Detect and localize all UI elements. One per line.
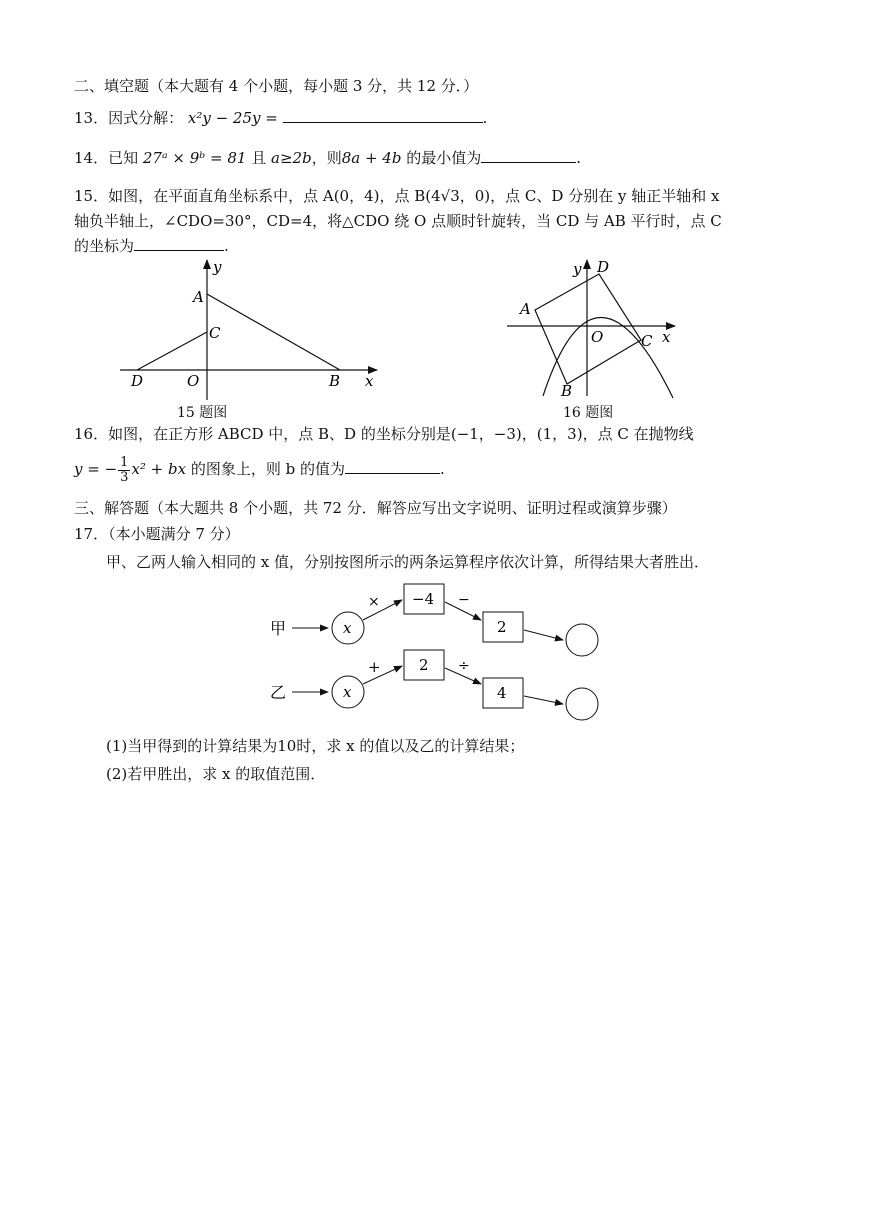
question-13 [74, 108, 487, 128]
fig15-label-d: D [131, 372, 144, 390]
fig16-label-a: A [520, 300, 531, 318]
flow-jia-input: x [343, 619, 352, 637]
flow-yi-box1-text: 2 [419, 656, 429, 674]
q13-answer-blank[interactable] [283, 108, 483, 123]
figure-15 [115, 258, 405, 408]
q13-expression: x²y − 25y = [187, 109, 278, 127]
flow-yi-label: 乙 [270, 683, 287, 702]
q14-expression2: 8a + 4b [341, 149, 402, 167]
section3-header: 三、解答题（本大题共 8 个小题，共 72 分．解答应写出文字说明、证明过程或演算步骤） [74, 499, 677, 517]
fig16-label-y: y [573, 260, 582, 278]
flow-jia-box1-text: −4 [412, 590, 435, 608]
q13-end: . [482, 109, 488, 127]
fig16-label-x: x [662, 328, 671, 346]
q14-mid: 且 [251, 149, 267, 167]
q16-suffix: 的图象上，则 b 的值为 [190, 460, 345, 478]
q16-rest: x² + bx [131, 460, 187, 478]
q15-answer-blank[interactable] [134, 236, 224, 251]
fig16-label-d: D [597, 258, 610, 276]
q15-line2: 轴负半轴上，∠CDO=30°，CD=4，将△CDO 绕 O 点顺时针旋转，当 CD 与 AB 平行时，点 C [74, 212, 722, 230]
fig15-caption: 15 题图 [177, 405, 228, 421]
q16-y-eq: y = − [74, 460, 118, 478]
q16-answer-blank[interactable] [345, 459, 440, 474]
flow-jia-label: 甲 [270, 619, 287, 638]
q17-intro: 甲、乙两人输入相同的 x 值，分别按图所示的两条运算程序依次计算，所得结果大者胜出． [106, 553, 709, 571]
fig16-label-o: O [591, 328, 604, 346]
flow-jia-box2-text: 2 [497, 618, 507, 636]
q15-line3 [74, 236, 229, 256]
q17-part1: (1)当甲得到的计算结果为10时，求 x 的值以及乙的计算结果； [106, 737, 525, 755]
figure-16 [505, 256, 705, 406]
flow-jia-op2: − [458, 592, 470, 608]
flow-jia-arrow3 [524, 630, 563, 640]
fig15-segment-dc [137, 332, 207, 370]
flow-diagram [268, 580, 628, 730]
q14-expression: 27ᵃ × 9ᵇ = 81 [142, 149, 247, 167]
question-14 [74, 148, 581, 168]
fig15-label-c: C [209, 324, 221, 342]
q14-suffix: 的最小值为 [406, 149, 482, 167]
q14-answer-blank[interactable] [481, 148, 576, 163]
fig15-label-x: x [365, 372, 374, 390]
fig16-label-c: C [641, 332, 653, 350]
q16-line2 [74, 452, 445, 486]
q17-title: 17．（本小题满分 7 分） [74, 525, 240, 543]
flow-jia-op1: × [368, 594, 380, 610]
fig16-square-abcd [535, 274, 641, 384]
q15-end: . [224, 237, 229, 255]
flow-yi-input: x [343, 683, 352, 701]
q16-fraction [118, 456, 130, 485]
q16-frac-den: 3 [120, 469, 129, 485]
flow-yi-output-circle [566, 688, 598, 720]
flow-yi-box2-text: 4 [497, 684, 507, 702]
q14-end: . [576, 149, 582, 167]
fig15-segment-ab [207, 294, 340, 370]
q14-condition: a≥2b [271, 149, 312, 167]
fig16-caption: 16 题图 [563, 405, 614, 421]
q16-line1: 16．如图，在正方形 ABCD 中，点 B、D 的坐标分别是(−1，−3)，(1，3)，点 C 在抛物线 [74, 425, 694, 443]
q14-mid2: ，则 [311, 149, 342, 167]
fig15-label-o: O [187, 372, 200, 390]
q14-prefix: 14．已知 [74, 149, 139, 167]
q17-part2: (2)若甲胜出，求 x 的取值范围． [106, 765, 326, 783]
flow-yi-op1: + [368, 658, 381, 676]
section2-header: 二、填空题（本大题有 4 个小题，每小题 3 分，共 12 分．） [74, 77, 479, 95]
fig16-label-b: B [561, 382, 573, 400]
fig15-label-a: A [193, 288, 204, 306]
flow-yi-op2: ÷ [458, 658, 470, 674]
fig15-label-y: y [213, 258, 222, 276]
fig15-label-b: B [329, 372, 341, 390]
q16-end: . [440, 460, 445, 478]
q15-line1: 15．如图，在平面直角坐标系中，点 A(0，4)，点 B(4√3，0)，点 C、D 分别在 y 轴正半轴和 x [74, 187, 720, 205]
q13-prefix: 13．因式分解： [74, 109, 184, 127]
q15-line3-text: 的坐标为 [74, 237, 135, 255]
flow-yi-arrow3 [524, 696, 563, 704]
q16-frac-num: 1 [120, 454, 129, 470]
flow-jia-output-circle [566, 624, 598, 656]
